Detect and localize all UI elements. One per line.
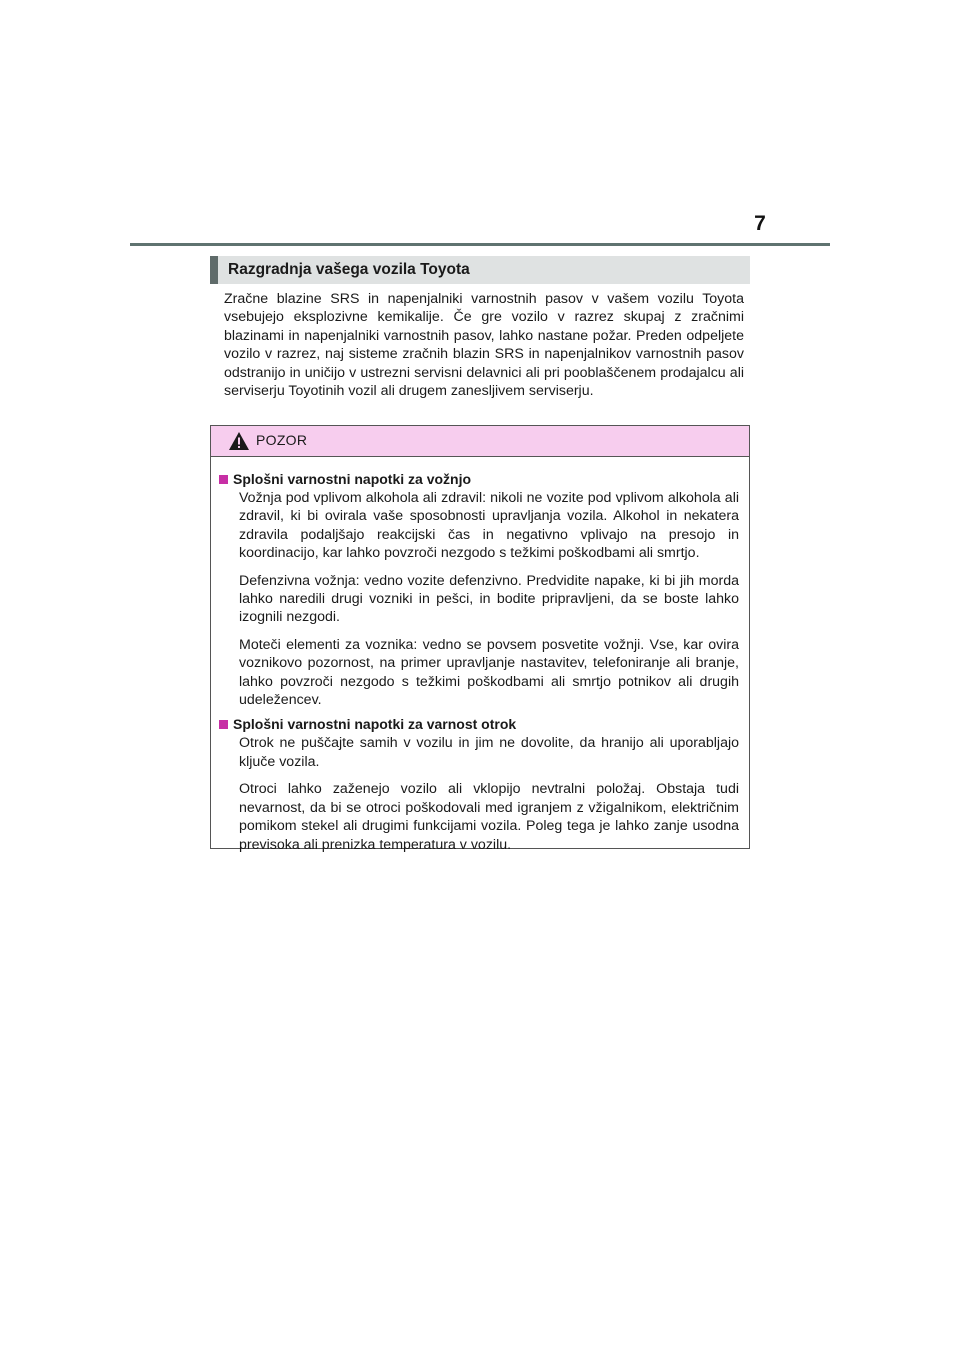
caution-subheading-label: Splošni varnostni napotki za varnost otrok (233, 716, 517, 733)
caution-subheading-children (219, 715, 739, 733)
caution-paragraph: Defenzivna vožnja: vedno vozite defenzivno. Predvidite napake, ki bi jih morda lahko naredili drugi vozniki in pešci, in bodite pripravljeni, da se boste lahko izognili nezgodi. (239, 572, 739, 626)
intro-paragraph: Zračne blazine SRS in napenjalniki varnostnih pasov v vašem vozilu Toyota vsebujejo eksplozivne kemikalije. Če gre vozilo v razrez skupaj z zračnimi blazinami in napenjalniki varnostnih pasov, lahko nastane požar. Preden odpeljete vozilo v razrez, naj sisteme zračnih blazin SRS in napenjalnikov varnostnih pasov odstranijo in uničijo v ustrezni servisni delavnici ali pri pooblaščenem prodajalcu ali serviserju Toyotinih vozil ali drugem zanesljivem serviserju. (224, 291, 744, 400)
section-heading: Razgradnja vašega vozila Toyota (210, 256, 750, 284)
caution-paragraph: Otrok ne puščajte samih v vozilu in jim ne dovolite, da hranijo ali uporabljajo ključe vozila. (239, 735, 739, 770)
caution-paragraph: Vožnja pod vplivom alkohola ali zdravil: nikoli ne vozite pod vplivom alkohola ali zdravil, ki bi ovirala vaše sposobnosti upravljanja vozila. Alkohol in nekatera zdravila podaljšajo reakcijski čas in negativno vplivajo na presojo in koordinacijo, kar lahko povzroči nezgodo s težkimi poškodbami ali smrtjo. (239, 490, 739, 562)
caution-body (211, 457, 749, 854)
caution-paragraph: Otroci lahko zaženejo vozilo ali vklopijo nevtralni položaj. Obstaja tudi nevarnost, da bi se otroci poškodovali med igranjem z vžigalnikom, električnim pomikom stekel ali drugimi funkcijami vozila. Poleg tega je lahko zanje usodna previsoka ali prenizka temperatura v vozilu. (239, 781, 739, 853)
caution-box (210, 425, 750, 853)
caution-paragraph: Moteči elementi za voznika: vedno se povsem posvetite vožnji. Vse, kar ovira voznikovo pozornost, na primer upravljanje nastavitev, telefoniranje ali branje, lahko povzroči nezgodo s težkimi poškodbami ali smrtjo potnikov ali drugih udeležencev. (239, 636, 739, 709)
warning-triangle-icon (228, 431, 250, 451)
caution-header (211, 426, 749, 457)
caution-title: POZOR (256, 432, 308, 448)
square-bullet-icon (219, 720, 228, 729)
header-rule (130, 243, 830, 246)
square-bullet-icon (219, 475, 228, 484)
caution-subheading-label: Splošni varnostni napotki za vožnjo (233, 471, 472, 487)
caution-subheading-driving (219, 470, 739, 488)
page-number: 7 (754, 212, 766, 235)
